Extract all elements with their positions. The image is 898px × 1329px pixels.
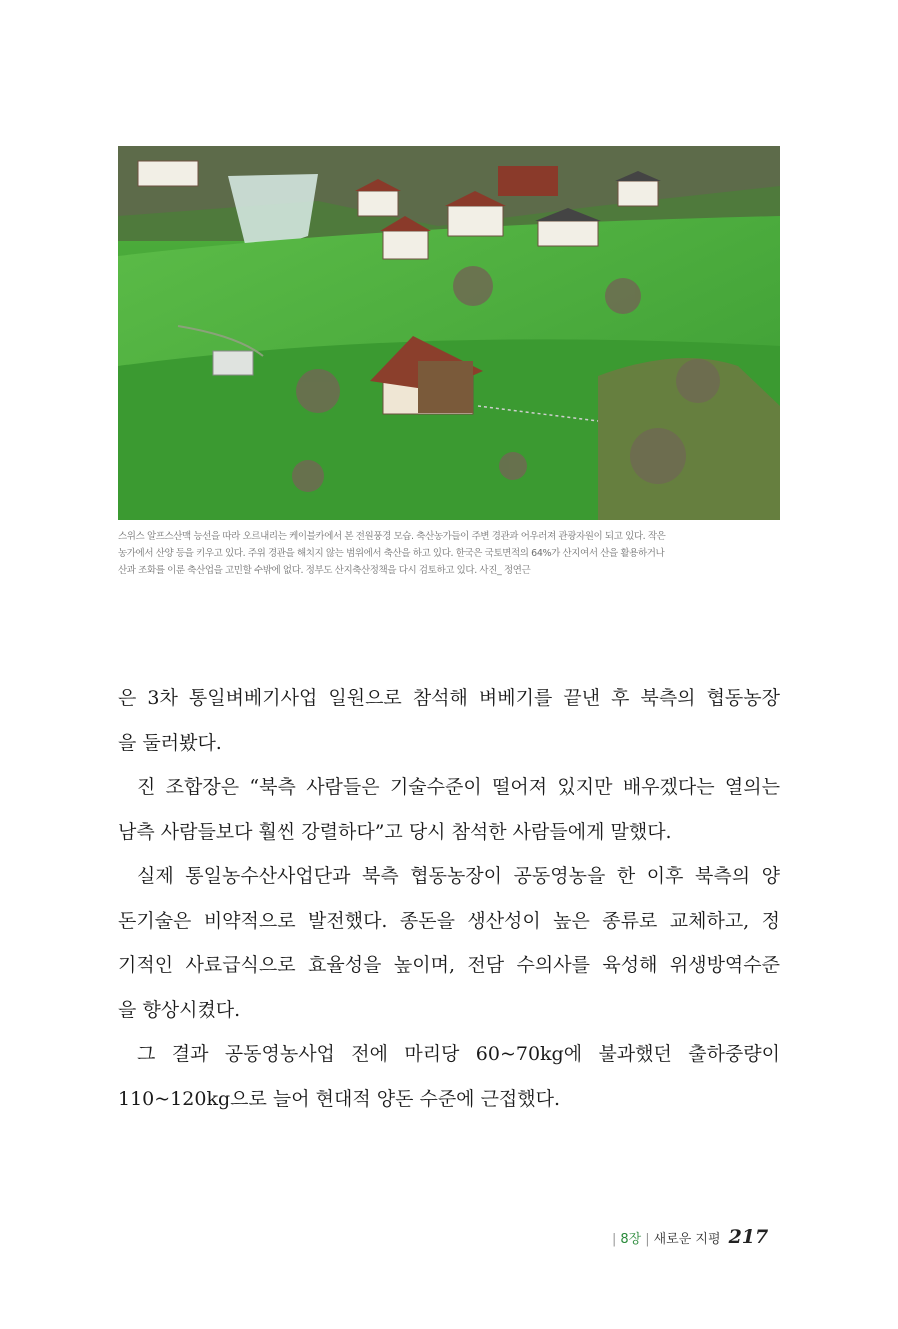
caption-line-1: 스위스 알프스산맥 능선을 따라 오르내리는 케이블카에서 본 전원풍경 모습. 축산농가들이 주변 경관과 어우러져 관광자원이 되고 있다. 작은 [118, 531, 666, 542]
photo-alpine-farm [118, 146, 780, 520]
page-footer [608, 1226, 768, 1248]
body-line-5: 실제 통일농수산사업단과 북측 협동농장이 공동영농을 한 이후 북측의 양 [137, 865, 780, 887]
footer-divider: | [645, 1232, 650, 1247]
page-number: 217 [728, 1226, 769, 1248]
body-line-6: 돈기술은 비약적으로 발전했다. 종돈을 생산성이 높은 종류로 교체하고, 정 [118, 909, 780, 932]
body-line-9: 그 결과 공동영농사업 전에 마리당 60~70kg에 불과했던 출하중량이 [137, 1043, 780, 1065]
footer-chapter-title: 새로운 지평 [653, 1232, 721, 1247]
caption-line-3: 산과 조화를 이룬 축산업을 고민할 수밖에 없다. 정부도 산지축산정책을 다시 검토하고 있다. 사진_ 정연근 [118, 565, 531, 576]
body-line-4: 남측 사람들보다 훨씬 강렬하다”고 당시 참석한 사람들에게 말했다. [118, 820, 672, 843]
body-line-7: 기적인 사료급식으로 효율성을 높이며, 전담 수의사를 육성해 위생방역수준 [118, 954, 780, 976]
body-line-2: 을 둘러봤다. [118, 731, 222, 754]
body-line-8: 을 향상시켰다. [118, 998, 241, 1021]
body-line-10: 110~120kg으로 늘어 현대적 양돈 수준에 근접했다. [118, 1087, 561, 1110]
photo-illustration [118, 146, 780, 520]
body-text [118, 676, 780, 1121]
body-line-1: 은 3차 통일벼베기사업 일원으로 참석해 벼베기를 끝낸 후 북측의 협동농장 [118, 687, 780, 709]
caption-line-2: 농가에서 산양 등을 키우고 있다. 주위 경관을 해치지 않는 범위에서 축산을 하고 있다. 한국은 국토면적의 64%가 산지여서 산을 활용하거나 [118, 548, 665, 559]
photo-caption [118, 528, 782, 579]
footer-divider: | [612, 1232, 617, 1247]
footer-chapter: 8장 [620, 1232, 642, 1247]
body-line-3: 진 조합장은 “북측 사람들은 기술수준이 떨어져 있지만 배우겠다는 열의는 [137, 776, 780, 798]
